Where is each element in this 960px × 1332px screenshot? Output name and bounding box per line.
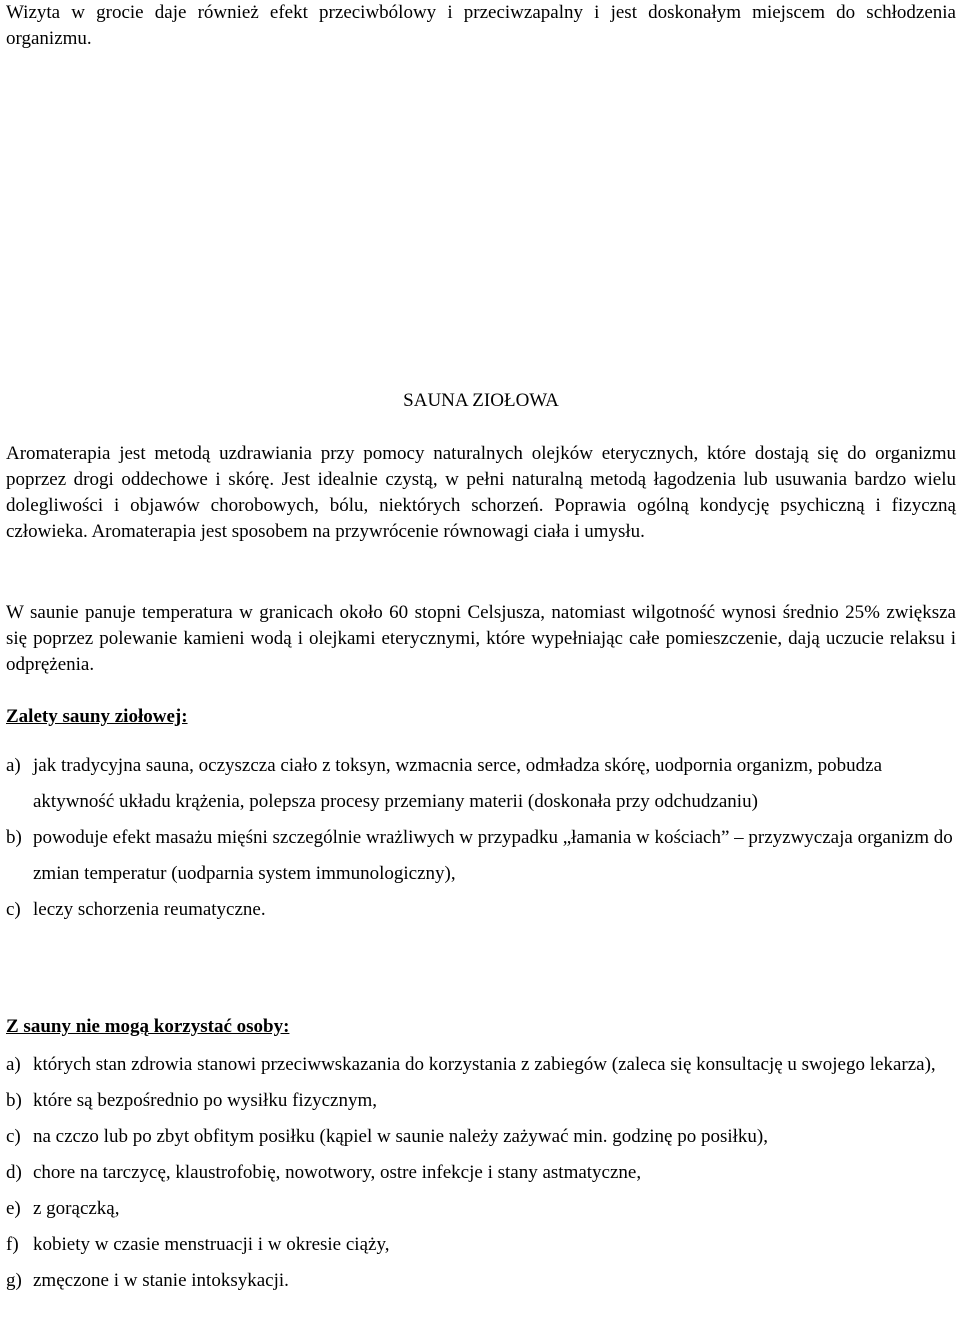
list-item: [6, 892, 956, 928]
section-title: SAUNA ZIOŁOWA: [403, 390, 559, 411]
list-item: [6, 820, 956, 892]
sauna-conditions-paragraph: W saunie panuje temperatura w granicach około 60 stopni Celsjusza, natomiast wilgotność wynosi średnio 25% zwiększa się poprzez polewanie kamieni wodą i olejkami eterycznymi, które wypełniając całe pomieszczenie, dają uczucie relaksu i odprężenia.: [6, 602, 956, 675]
list-marker: a): [6, 755, 21, 776]
list-item-text: chore na tarczycę, klaustrofobię, nowotwory, ostre infekcje i stany astmatyczne,: [33, 1162, 642, 1183]
list-item-text: z gorączką,: [33, 1198, 120, 1219]
list-item: [6, 1191, 956, 1227]
list-item: [6, 748, 956, 820]
intro-paragraph: Wizyta w grocie daje również efekt przeciwbólowy i przeciwzapalny i jest doskonałym miejscem do schłodzenia organizmu.: [6, 2, 956, 49]
list-marker: b): [6, 1090, 22, 1111]
list-item-text: leczy schorzenia reumatyczne.: [33, 899, 266, 920]
list-marker: f): [6, 1234, 19, 1255]
list-item-text: zmęczone i w stanie intoksykacji.: [33, 1270, 289, 1291]
list-item-text: kobiety w czasie menstruacji i w okresie ciąży,: [33, 1234, 390, 1255]
list-item-text: powoduje efekt masażu mięśni szczególnie wrażliwych w przypadku „łamania w kościach” – przyzwyczaja organizm do zmian temperatur (uodparnia system immunologiczny),: [33, 827, 953, 884]
list-marker: c): [6, 899, 21, 920]
list-item: [6, 1155, 956, 1191]
list-item: [6, 1047, 956, 1083]
list-item: [6, 1119, 956, 1155]
list-item-text: które są bezpośrednio po wysiłku fizycznym,: [33, 1090, 378, 1111]
contraindications-heading: Z sauny nie mogą korzystać osoby:: [6, 1016, 290, 1037]
contraindications-list: [6, 1047, 956, 1299]
benefits-list: [6, 748, 956, 928]
list-marker: g): [6, 1270, 22, 1291]
benefits-heading: Zalety sauny ziołowej:: [6, 706, 188, 727]
list-item: [6, 1263, 956, 1299]
list-item-text: na czczo lub po zbyt obfitym posiłku (kąpiel w saunie należy zażywać min. godzinę po posiłku),: [33, 1126, 768, 1147]
list-item-text: których stan zdrowia stanowi przeciwwskazania do korzystania z zabiegów (zaleca się konsultację u swojego lekarza),: [33, 1054, 936, 1075]
list-item: [6, 1227, 956, 1263]
aromatherapy-paragraph: Aromaterapia jest metodą uzdrawiania przy pomocy naturalnych olejków eterycznych, które dostają się do organizmu poprzez drogi oddechowe i skórę. Jest idealnie czystą, w pełni naturalną metodą łagodzenia lub usuwania bardzo wielu dolegliwości i objawów chorobowych, bólu, niektórych schorzeń. Poprawia ogólną kondycję psychiczną i fizyczną człowieka. Aromaterapia jest sposobem na przywrócenie równowagi ciała i umysłu.: [6, 443, 956, 542]
list-marker: c): [6, 1126, 21, 1147]
list-marker: b): [6, 827, 22, 848]
list-marker: a): [6, 1054, 21, 1075]
list-item: [6, 1083, 956, 1119]
list-marker: d): [6, 1162, 22, 1183]
list-marker: e): [6, 1198, 21, 1219]
list-item-text: jak tradycyjna sauna, oczyszcza ciało z toksyn, wzmacnia serce, odmładza skórę, uodpornia organizm, pobudza aktywność układu krążenia, polepsza procesy przemiany materii (doskonała przy odchudzaniu): [33, 755, 883, 812]
